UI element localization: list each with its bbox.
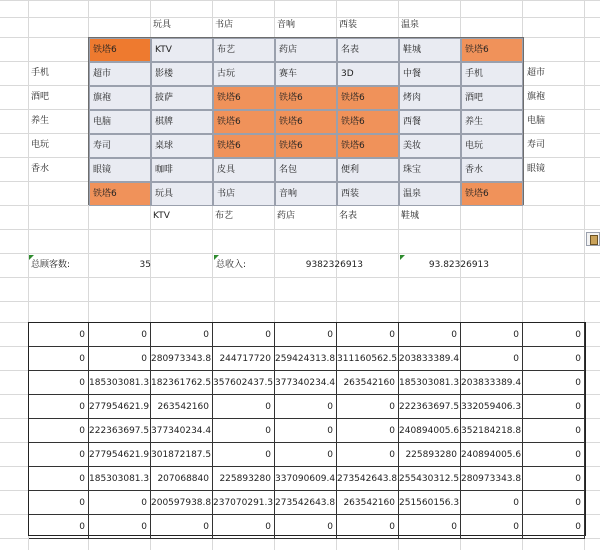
board-left-label[interactable]: 养生 (31, 116, 50, 126)
board-right-label[interactable]: 电脑 (527, 116, 546, 126)
board-header-bottom-cell[interactable]: 布艺 (215, 211, 234, 221)
table-cell[interactable]: 357602437.5 (213, 371, 275, 395)
board-cell[interactable]: 铁塔6 (337, 86, 399, 110)
table-cell[interactable]: 280973343.8 (461, 467, 523, 491)
board-area (88, 37, 524, 205)
table-cell[interactable]: 301872187.5 (151, 443, 213, 467)
board-cell[interactable]: 3D (337, 62, 399, 86)
table-cell[interactable]: 377340234.4 (275, 371, 337, 395)
table-cell[interactable]: 185303081.3 (89, 371, 151, 395)
board-cell[interactable]: 西餐 (399, 110, 461, 134)
table-cell[interactable]: 222363697.5 (89, 419, 151, 443)
table-cell[interactable]: 182361762.5 (151, 371, 213, 395)
table-cell[interactable]: 200597938.8 (151, 491, 213, 515)
gridline (0, 0, 600, 1)
board-right-label[interactable]: 超市 (527, 68, 546, 78)
table-cell[interactable]: 0 (29, 443, 89, 467)
board-cell[interactable]: 布艺 (213, 38, 275, 62)
board-cell[interactable]: 药店 (275, 38, 337, 62)
table-cell[interactable]: 0 (89, 347, 151, 371)
table-cell[interactable]: 0 (151, 515, 213, 539)
table-cell[interactable]: 0 (29, 395, 89, 419)
table-cell[interactable]: 0 (523, 347, 585, 371)
board-cell[interactable]: 香水 (461, 158, 523, 182)
board-cell[interactable]: 铁塔6 (275, 134, 337, 158)
table-cell[interactable]: 244717720 (213, 347, 275, 371)
table-cell[interactable]: 0 (213, 515, 275, 539)
board-right-label[interactable]: 寿司 (527, 140, 546, 150)
revenue-table (28, 322, 586, 536)
board-cell[interactable]: 玩具 (151, 182, 213, 206)
table-cell[interactable]: 277954621.9 (89, 395, 151, 419)
visitors-label[interactable]: 总顾客数: (31, 260, 71, 270)
table-cell[interactable]: 0 (89, 323, 151, 347)
board-cell[interactable]: 鞋城 (399, 38, 461, 62)
table-cell[interactable]: 0 (213, 323, 275, 347)
income-value[interactable]: 9382326913 (305, 260, 363, 270)
table-cell[interactable]: 0 (337, 443, 399, 467)
table-cell[interactable]: 0 (461, 515, 523, 539)
table-cell[interactable]: 0 (523, 467, 585, 491)
table-cell[interactable]: 251560156.3 (399, 491, 461, 515)
board-left-label[interactable]: 电玩 (31, 140, 50, 150)
table-cell[interactable]: 0 (275, 443, 337, 467)
board-cell[interactable]: 养生 (461, 110, 523, 134)
table-cell[interactable]: 0 (461, 347, 523, 371)
board-cell[interactable]: 赛车 (275, 62, 337, 86)
table-cell[interactable]: 225893280 (213, 467, 275, 491)
board-header-bottom-cell[interactable]: 鞋城 (401, 211, 420, 221)
visitors-value[interactable]: 35 (139, 260, 151, 270)
board-header-bottom-cell[interactable]: 名表 (339, 211, 358, 221)
board-cell[interactable]: 名包 (275, 158, 337, 182)
board-cell[interactable]: 铁塔6 (337, 110, 399, 134)
table-cell[interactable]: 0 (213, 419, 275, 443)
table-cell[interactable]: 222363697.5 (399, 395, 461, 419)
table-cell[interactable]: 207068840 (151, 467, 213, 491)
table-cell[interactable]: 0 (337, 419, 399, 443)
board-cell[interactable]: 铁塔6 (213, 86, 275, 110)
board-cell[interactable]: 披萨 (151, 86, 213, 110)
table-cell[interactable]: 0 (275, 323, 337, 347)
board-cell[interactable]: KTV (151, 38, 213, 62)
board-cell[interactable]: 手机 (461, 62, 523, 86)
table-cell[interactable]: 240894005.6 (399, 419, 461, 443)
table-cell[interactable]: 259424313.8 (275, 347, 337, 371)
board-cell[interactable]: 音响 (275, 182, 337, 206)
board-left-label[interactable]: 香水 (31, 164, 50, 174)
table-cell[interactable]: 0 (337, 395, 399, 419)
board-cell[interactable]: 眼镜 (89, 158, 151, 182)
table-cell[interactable]: 0 (461, 491, 523, 515)
board-header-top-cell[interactable]: 温泉 (401, 20, 420, 30)
table-cell[interactable]: 185303081.3 (89, 467, 151, 491)
table-cell[interactable]: 277954621.9 (89, 443, 151, 467)
table-cell[interactable]: 0 (523, 419, 585, 443)
table-cell[interactable]: 0 (461, 323, 523, 347)
gridline (0, 301, 600, 302)
table-cell[interactable]: 0 (337, 515, 399, 539)
board-cell[interactable]: 棋牌 (151, 110, 213, 134)
table-cell[interactable]: 0 (523, 443, 585, 467)
income-label[interactable]: 总收入: (216, 260, 247, 270)
board-cell[interactable]: 古玩 (213, 62, 275, 86)
board-cell[interactable]: 皮具 (213, 158, 275, 182)
table-cell[interactable]: 0 (399, 323, 461, 347)
ratio-value[interactable]: 93.82326913 (428, 260, 489, 270)
paste-options-icon[interactable] (586, 232, 600, 246)
board-header-top-cell[interactable]: 书店 (215, 20, 234, 30)
board-cell[interactable]: 铁塔6 (89, 38, 151, 62)
board-header-top-cell[interactable]: 玩具 (153, 20, 172, 30)
table-cell[interactable]: 0 (213, 443, 275, 467)
board-left-label[interactable]: 手机 (31, 68, 50, 78)
table-cell[interactable]: 0 (29, 491, 89, 515)
table-cell[interactable]: 0 (29, 347, 89, 371)
board-header-bottom-cell[interactable]: 药店 (277, 211, 296, 221)
board-cell[interactable]: 酒吧 (461, 86, 523, 110)
table-cell[interactable]: 0 (337, 323, 399, 347)
board-cell[interactable]: 便利 (337, 158, 399, 182)
table-cell[interactable]: 0 (89, 491, 151, 515)
board-cell[interactable]: 温泉 (399, 182, 461, 206)
board-cell[interactable]: 铁塔6 (275, 86, 337, 110)
table-cell[interactable]: 263542160 (337, 371, 399, 395)
board-cell[interactable]: 咖啡 (151, 158, 213, 182)
table-cell[interactable]: 225893280 (399, 443, 461, 467)
board-cell[interactable]: 铁塔6 (89, 182, 151, 206)
board-cell[interactable]: 电脑 (89, 110, 151, 134)
gridline (0, 277, 600, 278)
table-cell[interactable]: 0 (29, 371, 89, 395)
table-cell[interactable]: 0 (523, 323, 585, 347)
board-header-bottom-cell[interactable]: KTV (153, 211, 170, 221)
board-cell[interactable]: 铁塔6 (213, 134, 275, 158)
table-cell[interactable]: 0 (29, 467, 89, 491)
board-cell[interactable]: 烤肉 (399, 86, 461, 110)
table-cell[interactable]: 0 (523, 491, 585, 515)
board-cell[interactable]: 铁塔6 (213, 110, 275, 134)
table-cell[interactable]: 273542643.8 (275, 491, 337, 515)
board-cell[interactable]: 旗袍 (89, 86, 151, 110)
table-cell[interactable]: 0 (275, 515, 337, 539)
board-header-top-cell[interactable]: 音响 (277, 20, 296, 30)
table-cell[interactable]: 240894005.6 (461, 443, 523, 467)
board-cell[interactable]: 美妆 (399, 134, 461, 158)
table-cell[interactable]: 280973343.8 (151, 347, 213, 371)
table-cell[interactable]: 0 (29, 419, 89, 443)
board-cell[interactable]: 名表 (337, 38, 399, 62)
table-cell[interactable]: 0 (213, 395, 275, 419)
table-cell[interactable]: 203833389.4 (399, 347, 461, 371)
board-cell[interactable]: 超市 (89, 62, 151, 86)
board-cell[interactable]: 铁塔6 (275, 110, 337, 134)
board-cell[interactable]: 书店 (213, 182, 275, 206)
table-cell[interactable]: 311160562.5 (337, 347, 399, 371)
table-cell[interactable]: 352184218.8 (461, 419, 523, 443)
table-cell[interactable]: 0 (29, 515, 89, 539)
board-left-label[interactable]: 酒吧 (31, 92, 50, 102)
board-cell[interactable]: 中餐 (399, 62, 461, 86)
table-cell[interactable]: 0 (89, 515, 151, 539)
table-cell[interactable]: 263542160 (337, 491, 399, 515)
table-cell[interactable]: 0 (275, 419, 337, 443)
board-cell[interactable]: 寿司 (89, 134, 151, 158)
table-cell[interactable]: 0 (151, 323, 213, 347)
board-cell[interactable]: 电玩 (461, 134, 523, 158)
board-cell[interactable]: 西装 (337, 182, 399, 206)
board-cell[interactable]: 桌球 (151, 134, 213, 158)
board-cell[interactable]: 铁塔6 (461, 38, 523, 62)
board-cell[interactable]: 铁塔6 (461, 182, 523, 206)
board-right-label[interactable]: 旗袍 (527, 92, 546, 102)
gridline (0, 229, 600, 230)
table-cell[interactable]: 337090609.4 (275, 467, 337, 491)
table-cell[interactable]: 0 (275, 395, 337, 419)
table-cell[interactable]: 0 (523, 395, 585, 419)
table-cell[interactable]: 255430312.5 (399, 467, 461, 491)
table-cell[interactable]: 377340234.4 (151, 419, 213, 443)
board-cell[interactable]: 珠宝 (399, 158, 461, 182)
table-cell[interactable]: 0 (523, 371, 585, 395)
board-right-label[interactable]: 眼镜 (527, 164, 546, 174)
table-cell[interactable]: 203833389.4 (461, 371, 523, 395)
board-cell[interactable]: 铁塔6 (337, 134, 399, 158)
table-cell[interactable]: 263542160 (151, 395, 213, 419)
table-cell[interactable]: 0 (399, 515, 461, 539)
table-cell[interactable]: 185303081.3 (399, 371, 461, 395)
table-cell[interactable]: 332059406.3 (461, 395, 523, 419)
board-cell[interactable]: 影楼 (151, 62, 213, 86)
board-header-top-cell[interactable]: 西装 (339, 20, 358, 30)
table-cell[interactable]: 237070291.3 (213, 491, 275, 515)
table-cell[interactable]: 0 (523, 515, 585, 539)
gridline (0, 253, 600, 254)
table-cell[interactable]: 273542643.8 (337, 467, 399, 491)
table-cell[interactable]: 0 (29, 323, 89, 347)
